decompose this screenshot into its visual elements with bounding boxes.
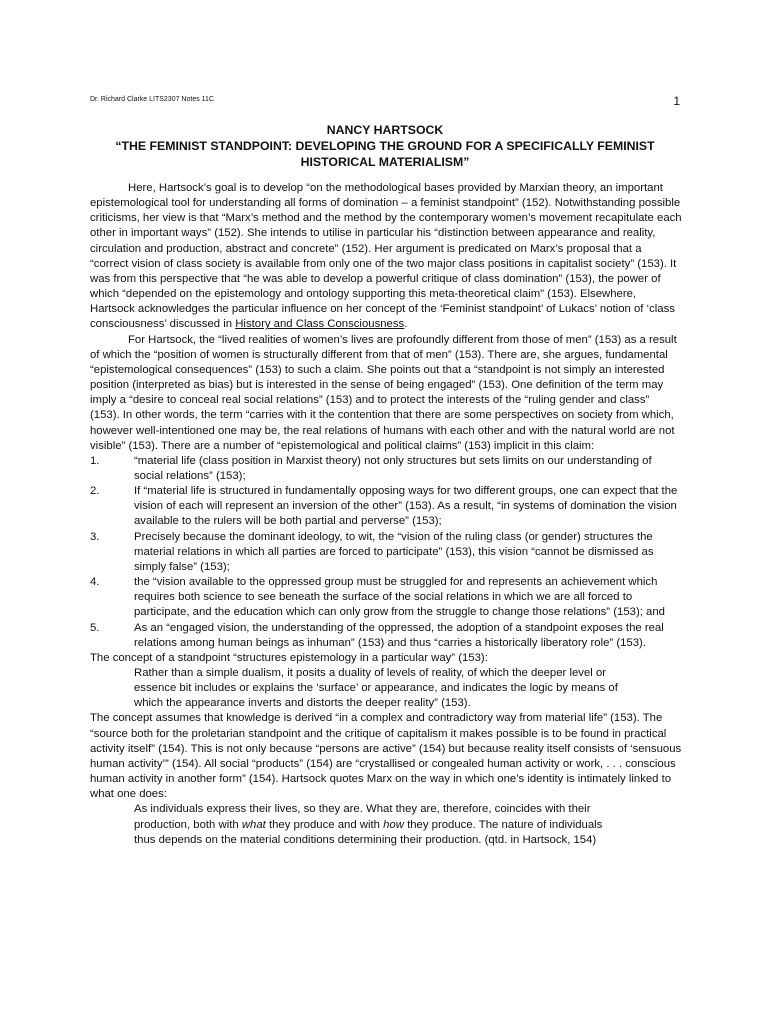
list-number: 5. <box>90 621 100 634</box>
block-quote-2 <box>90 802 682 847</box>
header-course-info: Dr. Richard Clarke LITS2307 Notes 11C <box>90 96 214 103</box>
list-item <box>90 454 682 484</box>
book-title: History and Class Consciousness <box>235 318 405 331</box>
quote-emphasis-how: how <box>383 818 404 831</box>
list-text: As an “engaged vision, the understanding of the oppressed, the adoption of a standpoint exposes the real relations among human beings as inhuman” (153) and thus “carries a historically liberatory role” (153). <box>134 621 664 649</box>
document-body <box>90 181 682 848</box>
list-number: 4. <box>90 576 100 589</box>
page-number: 1 <box>673 94 680 108</box>
list-number: 1. <box>90 454 100 467</box>
list-item <box>90 621 682 651</box>
list-text: “material life (class position in Marxist theory) not only structures but sets limits on our understanding of social relations” (153); <box>134 454 652 482</box>
title-author: NANCY HARTSOCK <box>326 123 444 137</box>
quote-text-b: they produce and with <box>265 818 384 831</box>
paragraph-3: The concept of a standpoint “structures epistemology in a particular way” (153): <box>90 651 488 664</box>
quote-emphasis-what: what <box>241 818 266 831</box>
claims-list <box>90 454 682 651</box>
quote-text-a: As individuals express their lives, so they are. What they are, therefore, coincides with their production, both with <box>134 803 591 831</box>
page-header <box>90 94 680 110</box>
list-item <box>90 575 682 620</box>
list-text: Precisely because the dominant ideology, to wit, the “vision of the ruling class (or gender) structures the material relations in which all parties are forced to participate” (153), this vision “cannot be dismissed as simply false” (153); <box>134 530 654 573</box>
paragraph-1-text: Here, Hartsock’s goal is to develop “on the methodological bases provided by Marxian theory, an important epistemological tool for understanding all forms of domination – a feminist standpoint” (152). Notwithstanding possible criticisms, her view is that “Marx’s method and the method by the contemporary women’s movement recapitulate each other in important ways” (152). She intends to utilise in particular his “distinction between appearance and reality, circulation and production, abstract and concrete” (152). Her argument is predicated on Marx’s proposal that a “correct vision of class society is available from only one of the two major class positions in capitalist society” (153). It was from this perspective that “he was able to develop a powerful critique of class domination” (153), the power of which “depended on the epistemology and ontology supporting this meta-theoretical claim” (153). Elsewhere, Hartsock acknowledges the particular influence on her concept of the ‘Feminist standpoint’ of Lukacs’ notion of ‘class consciousness’ discussed in <box>90 182 682 331</box>
list-text: If “material life is structured in fundamentally opposing ways for two different groups, one can expect that the vision of each will represent an inversion of the other” (153). As a result, “in systems of domination the vision available to the rulers will be both partial and perverse” (153); <box>134 485 678 528</box>
paragraph-1-end: . <box>404 318 408 331</box>
list-number: 2. <box>90 485 100 498</box>
paragraph-2: For Hartsock, the “lived realities of women’s lives are profoundly different from those of men” (153) as a result of which the “position of women is structurally different from that of men” (153). There are, she argues, fundamental “epistemological consequences” (153) to such a claim. She points out that a “standpoint is not simply an interested position (interpreted as bias) but is interested in the sense of being engaged” (153). One definition of the term may imply a “desire to conceal real social relations” (153) and to protect the interests of the “ruling gender and class” (153). In other words, the term “carries with it the contention that there are some perspectives on society from which, however well-intentioned one may be, the real relations of humans with each other and with the natural world are not visible” (153). There are a number of “epistemological and political claims” (153) implicit in this claim: <box>90 333 677 452</box>
list-text: the “vision available to the oppressed group must be struggled for and represents an achievement which requires both science to see beneath the surface of the social relations in which we are all forced to participate, and the education which can only grow from the struggle to change those relations” (153); and <box>134 576 665 619</box>
list-item <box>90 530 682 575</box>
paragraph-4: The concept assumes that knowledge is derived “in a complex and contradictory way from material life” (153). The “source both for the proletarian standpoint and the critique of capitalism it makes possible is to be found in practical activity itself” (154). This is not only because “persons are active” (154) but because reality itself consists of ‘sensuous human activity’” (154). All social “products” (154) are “crystallised or congealed human activity or work, . . . conscious human activity in another form” (154). Hartsock quotes Marx on the way in which one’s identity is intimately linked to what one does: <box>90 712 682 801</box>
quote-text-c: they produce. The nature of individuals thus depends on the material conditions determining their production. (qtd. in Hartsock, 154) <box>134 818 603 846</box>
block-quote-1: Rather than a simple dualism, it posits a duality of levels of reality, of which the deeper level or essence bit includes or explains the ‘surface’ or appearance, and indicates the logic by means of which the appearance inverts and distorts the deeper reality” (153). <box>134 667 618 710</box>
list-item <box>90 484 682 529</box>
title-essay-line-1: “THE FEMINIST STANDPOINT: DEVELOPING THE GROUND FOR A SPECIFICALLY FEMINIST <box>115 139 655 153</box>
document-title <box>90 122 680 170</box>
paragraph-1 <box>90 181 682 333</box>
list-number: 3. <box>90 530 100 543</box>
title-essay-line-2: HISTORICAL MATERIALISM” <box>300 155 470 169</box>
